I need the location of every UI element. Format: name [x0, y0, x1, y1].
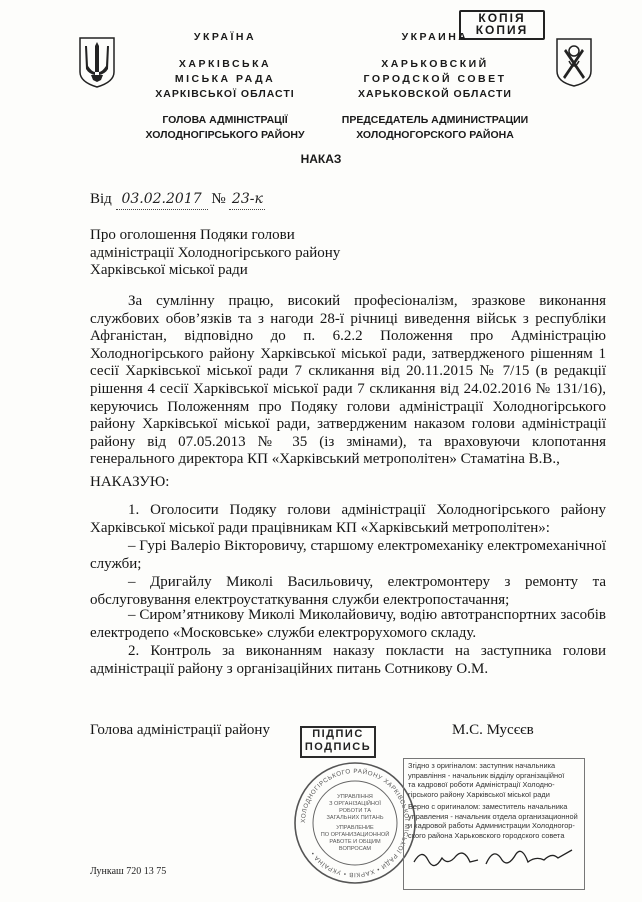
- number-value: 23-к: [229, 191, 265, 210]
- cert-line-3: та кадрової роботи Адміністрації Холодно-: [408, 780, 555, 789]
- seal-center-line-4: ЗАГАЛЬНИХ ПИТАНЬ: [326, 815, 384, 821]
- round-seal: [292, 760, 418, 886]
- cert-line-8: ского района Харьковского городского совета: [408, 830, 565, 840]
- copy-stamp-ua: КОПІЯ: [478, 11, 526, 25]
- header-ua-council-3: ХАРКІВСЬКОЇ ОБЛАСТІ: [155, 88, 295, 100]
- seal-center-line-2: З ОРГАНІЗАЦІЙНОЇ: [329, 801, 381, 807]
- trident-emblem-icon: [78, 36, 116, 88]
- header-ua-council-1: ХАРКІВСЬКА: [178, 58, 272, 70]
- date-from-label: Від: [90, 191, 112, 207]
- header-ru-council-3: ХАРЬКОВСКОЙ ОБЛАСТИ: [358, 88, 512, 100]
- signature-stamp-ua: ПІДПИС: [312, 728, 364, 740]
- cert-line-4: гірського району Харківської міської ради: [408, 789, 550, 799]
- date-number-line: [90, 191, 390, 210]
- seal-center-line-8: ВОПРОСАМ: [338, 846, 372, 852]
- signature-stamp-ru: ПОДПИСЬ: [304, 741, 372, 753]
- certification-stamp: [403, 758, 585, 890]
- number-label: №: [211, 191, 226, 207]
- header-ua-position-2: ХОЛОДНОГІРСЬКОГО РАЙОНУ: [145, 129, 305, 141]
- date-value: 03.02.2017: [116, 191, 208, 210]
- header-ru: [325, 30, 545, 143]
- header-ru-position-2: ХОЛОДНОГОРСКОГО РАЙОНА: [356, 129, 514, 141]
- subject-line-3: Харківської міської ради: [90, 262, 248, 279]
- subject-line-2: адміністрації Холодногірського району: [90, 244, 341, 261]
- order-item-2: 2. Контроль за виконанням наказу покласти на заступника голови адміністрації району з організаційних питань Сотникову О.М.: [90, 643, 606, 677]
- seal-ring-text: [300, 768, 410, 878]
- order-item-1: 1. Оголосити Подяку голови адміністрації Холодногірського району Харківської міської ради працівникам КП «Харківський метрополітен»:: [90, 502, 606, 536]
- seal-center-line-6: ПО ОРГАНИЗАЦИОННОЙ: [320, 832, 390, 838]
- subject-block: [90, 227, 390, 280]
- cert-line-5: Верно с оригиналом: заместитель начальника: [408, 802, 568, 811]
- kharkiv-coat-of-arms-icon: [555, 37, 593, 87]
- preamble-paragraph: За сумлінну працю, високий професіоналізм, зразкове виконання службових обов’язків та з нагоди 28-ї річниці виведення військ з республіки Афганістан, відповідно до п. 6.2.2 Положення про Адміністрацію Холодногірського району Харківської міської ради, затвердженого рішенням 1 сесії Харківської міської ради 7 скликання від 20.11.2015 № 7/15 (в редакції рішення 4 сесії Харківської міської ради 7 скликання від 24.02.2016 № 131/16), керуючись Положенням про Подяку голови адміністрації Холодногірського району Харківської міської ради, затвердженим наказом голови адміністрації району від 07.05.2013 № 35 (із змінами), та враховуючи клопотання генерального директора КП «Харківський метрополітен» Стаматіна В.В.,: [90, 293, 606, 468]
- seal-center-line-7: РАБОТЕ И ОБЩИМ: [329, 839, 381, 845]
- signature-stamp: [300, 726, 376, 758]
- signature-name: М.С. Мусєєв: [452, 722, 534, 738]
- header-ru-council-2: ГОРОДСКОЙ СОВЕТ: [363, 73, 507, 85]
- subject-line-1: Про оголошення Подяки голови: [90, 227, 295, 243]
- order-word: НАКАЗУЮ:: [90, 474, 170, 490]
- header-ua-position-1: ГОЛОВА АДМІНІСТРАЦІЇ: [162, 114, 288, 126]
- cert-line-6: управления - начальник отдела организационной: [408, 811, 578, 821]
- person-item-1: – Гурі Валеріо Вікторовичу, старшому електромеханіку електромеханічної служби;: [90, 538, 606, 572]
- header-ua-council-2: МІСЬКА РАДА: [174, 73, 276, 85]
- seal-center-line-1: УПРАВЛІННЯ: [337, 794, 373, 800]
- header-ua-country: УКРАЇНА: [193, 31, 257, 43]
- seal-center-line-5: УПРАВЛЕНИЕ: [336, 825, 374, 831]
- signature-position: Голова адміністрації району: [90, 722, 270, 738]
- person-item-2: – Дригайлу Миколі Васильовичу, електромонтеру з ремонту та обслуговування електроустаткування служби електропостачання;: [90, 574, 606, 608]
- seal-ring-textpath: ХОЛОДНОГІРСЬКОГО РАЙОНУ ХАРКІВСЬКОЇ МІСЬКОЇ РАДИ • ХАРКІВ • УКРАЇНА •: [299, 767, 411, 879]
- copy-stamp-ru: КОПИЯ: [475, 23, 529, 37]
- person-item-3: – Сиром’ятникову Миколі Миколайовичу, водію автотранспортних засобів електродепо «Московське» служби електрорухомого складу.: [90, 607, 606, 641]
- header-ru-position-1: ПРЕДСЕДАТЕЛЬ АДМИНИСТРАЦИИ: [341, 114, 529, 126]
- seal-center-line-3: РОБОТИ ТА: [339, 808, 371, 814]
- handwritten-signature: [408, 842, 580, 872]
- header-ru-country: УКРАИНА: [401, 31, 469, 43]
- header-ru-council-1: ХАРЬКОВСКИЙ: [381, 58, 489, 70]
- footer-note: Лункаш 720 13 75: [90, 866, 167, 877]
- cert-line-2: управління - начальник відділу організаційної: [408, 770, 565, 780]
- header-ua: [120, 30, 330, 143]
- cert-line-1: Згідно з оригіналом: заступник начальника: [408, 761, 556, 770]
- cert-line-7: и кадровой работы Администрации Холодногор-: [408, 821, 575, 830]
- doc-type-title: НАКАЗ: [300, 152, 342, 166]
